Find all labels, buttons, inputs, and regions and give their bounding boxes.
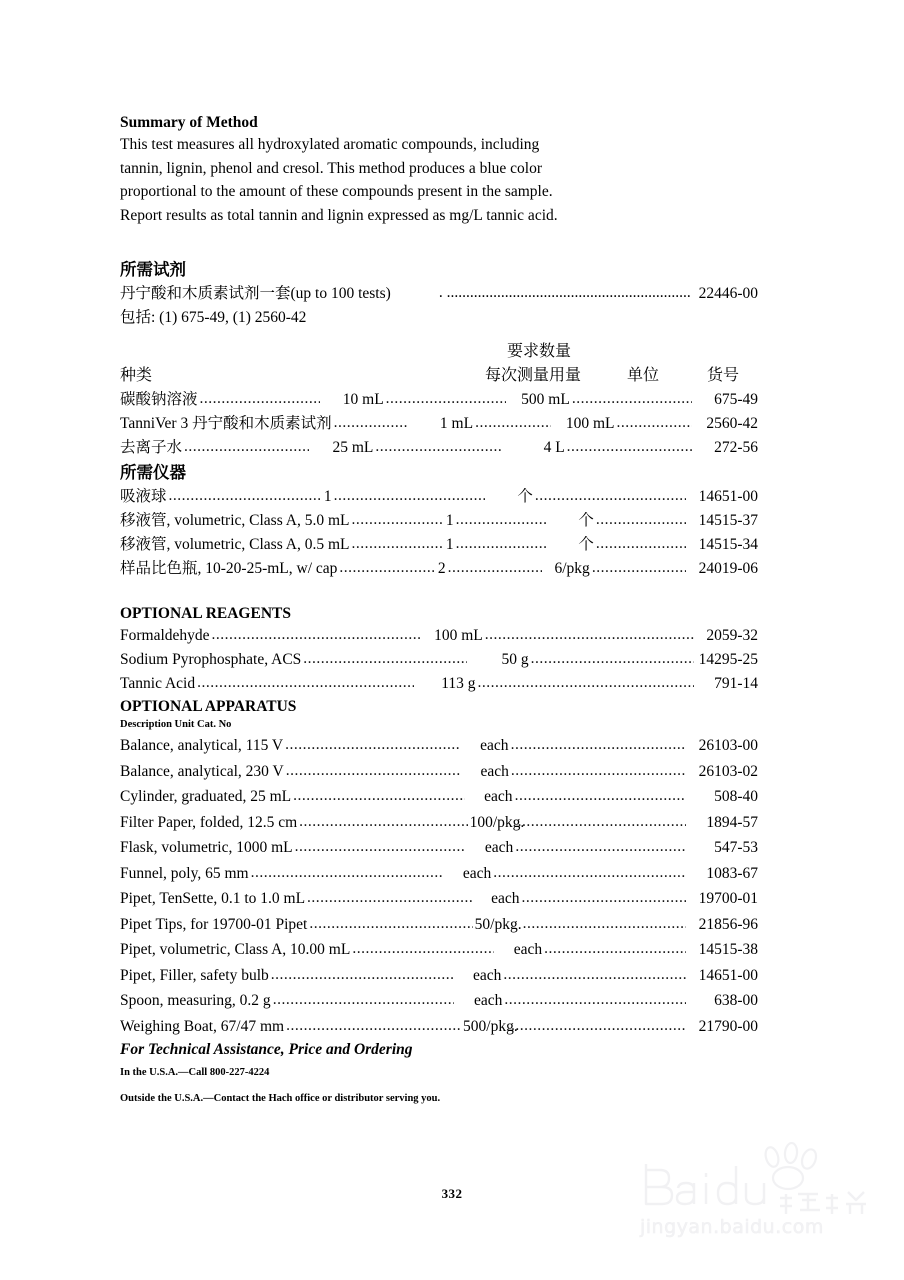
dot-leader	[596, 508, 686, 532]
optional-apparatus-catalog: 21790-00	[698, 1017, 758, 1035]
table-row	[120, 436, 758, 460]
optional-reagent-unit: 100 mL	[434, 627, 483, 644]
table-row	[120, 509, 758, 533]
optional-apparatus-name: Funnel, poly, 65 mm	[120, 864, 249, 882]
optional-apparatus-unit: each	[484, 839, 514, 856]
dot-leader	[339, 556, 433, 580]
dot-leader	[251, 860, 444, 886]
summary-line-3: proportional to the amount of these compounds present in the sample.	[120, 183, 553, 200]
reagent-catalog: 272-56	[714, 439, 758, 456]
column-header-kind: 种类	[120, 365, 153, 384]
dot-leader	[515, 783, 686, 809]
table-row	[120, 784, 758, 810]
optional-reagent-catalog: 2059-32	[706, 627, 758, 644]
reagent-kit-name: 丹宁酸和木质素试剂一套(up to 100 tests)	[120, 285, 391, 302]
apparatus-qty: 1	[445, 536, 454, 553]
dot-leader	[523, 911, 686, 937]
table-row	[120, 388, 758, 412]
dot-leader	[351, 532, 441, 556]
dot-leader	[386, 387, 506, 411]
optional-apparatus-unit: each	[491, 890, 520, 907]
dot-leader	[286, 758, 461, 784]
dot-leader	[456, 532, 546, 556]
required-reagents-heading: 所需试剂	[120, 260, 186, 279]
optional-apparatus-unit: each	[473, 992, 503, 1009]
dot-leader	[592, 556, 686, 580]
dot-leader	[503, 962, 686, 988]
reagent-kit-row	[120, 282, 758, 306]
apparatus-qty: 1	[323, 488, 332, 505]
dot-leader	[375, 435, 500, 459]
dot-leader	[511, 732, 686, 758]
optional-reagent-name: Formaldehyde	[120, 627, 210, 644]
apparatus-name: 移液管, volumetric, Class A, 0.5 mL	[120, 536, 350, 553]
apparatus-name: 移液管, volumetric, Class A, 5.0 mL	[120, 512, 350, 529]
optional-apparatus-unit: each	[462, 864, 492, 882]
optional-apparatus-name: Pipet, volumetric, Class A, 10.00 mL	[120, 941, 351, 958]
reagent-kit-catalog: 22446-00	[698, 285, 758, 302]
optional-apparatus-name: Pipet, Filler, safety bulb	[120, 966, 269, 984]
reagent-catalog: 2560-42	[706, 415, 758, 432]
optional-apparatus-column-caption: Description Unit Cat. No	[120, 719, 232, 730]
column-header-catalog: 货号	[706, 365, 739, 384]
reagent-name: TanniVer 3 丹宁酸和木质素试剂	[120, 415, 332, 432]
dot-leader	[518, 809, 686, 835]
optional-apparatus-unit: each	[472, 966, 502, 984]
optional-reagent-name: Sodium Pyrophosphate, ACS	[120, 651, 302, 668]
table-row	[120, 733, 758, 759]
reagent-unit: 500 mL	[521, 391, 570, 408]
dot-leader	[485, 623, 694, 647]
optional-reagents-heading: OPTIONAL REAGENTS	[120, 605, 291, 622]
optional-apparatus-catalog: 26103-02	[698, 762, 758, 780]
apparatus-unit: 个	[578, 536, 594, 553]
table-row	[120, 861, 758, 887]
optional-reagent-unit: 113 g	[441, 675, 476, 692]
dot-leader	[212, 623, 421, 647]
optional-apparatus-catalog: 638-00	[714, 992, 758, 1009]
dot-leader	[197, 671, 413, 695]
reagent-kit-includes: 包括: (1) 675-49, (1) 2560-42	[120, 309, 307, 326]
apparatus-catalog: 14515-37	[698, 512, 758, 529]
table-row	[120, 485, 758, 509]
optional-apparatus-catalog: 14651-00	[698, 966, 758, 984]
dot-leader	[511, 1013, 686, 1039]
dot-leader	[184, 435, 309, 459]
dot-leader	[273, 987, 455, 1013]
dot-leader	[309, 911, 472, 937]
dot-leader	[334, 484, 485, 508]
apparatus-name: 样品比色瓶, 10-20-25-mL, w/ cap	[120, 560, 338, 577]
column-header-unit: 单位	[626, 365, 659, 384]
reagent-qty: 10 mL	[342, 391, 384, 408]
dot-leader	[544, 936, 686, 962]
apparatus-unit: 个	[578, 512, 594, 529]
optional-apparatus-catalog: 1083-67	[706, 864, 758, 882]
reagent-table-header	[120, 340, 758, 388]
table-row	[120, 835, 758, 861]
table-row	[120, 672, 758, 696]
optional-apparatus-name: Balance, analytical, 230 V	[120, 762, 284, 780]
required-reagents-table	[120, 388, 758, 460]
optional-apparatus-name: Pipet Tips, for 19700-01 Pipet	[120, 915, 308, 933]
apparatus-unit: 6/pkg	[554, 560, 590, 577]
optional-apparatus-unit: each	[484, 788, 513, 805]
dot-leader	[475, 411, 550, 435]
dot-leader	[271, 962, 454, 988]
dot-leader	[303, 647, 466, 671]
dot-leader	[515, 834, 686, 860]
technical-assistance-outside-usa: Outside the U.S.A.—Contact the Hach office or distributor serving you.	[120, 1093, 441, 1104]
dot-leader	[531, 647, 694, 671]
reagent-table-column-headers	[120, 362, 758, 388]
dot-leader	[504, 987, 686, 1013]
optional-apparatus-unit: 50/pkg.	[474, 915, 522, 933]
dot-leader	[352, 936, 494, 962]
table-row	[120, 557, 758, 581]
dot-leader	[351, 508, 441, 532]
spacer	[120, 227, 758, 257]
dot-leader	[295, 834, 466, 860]
optional-reagent-unit: 50 g	[501, 651, 529, 668]
dot-leader	[334, 411, 409, 435]
reagent-qty: 1 mL	[439, 415, 474, 432]
optional-reagent-name: Tannic Acid	[120, 675, 196, 692]
table-row	[120, 886, 758, 912]
table-row	[120, 648, 758, 672]
optional-apparatus-name: Spoon, measuring, 0.2 g	[120, 992, 271, 1009]
summary-line-2: tannin, lignin, phenol and cresol. This method produces a blue color	[120, 159, 542, 177]
apparatus-catalog: 14515-34	[698, 536, 758, 553]
dot-leader	[299, 809, 467, 835]
spacer	[120, 330, 758, 340]
optional-apparatus-catalog: 14515-38	[698, 941, 758, 958]
optional-apparatus-unit: each	[480, 762, 509, 780]
page-content	[120, 112, 758, 1107]
summary-of-method-heading: Summary of Method	[120, 114, 258, 131]
optional-apparatus-name: Flask, volumetric, 1000 mL	[120, 839, 293, 856]
dot-leader	[285, 732, 460, 758]
reagent-unit: 4 L	[543, 439, 565, 456]
table-row	[120, 624, 758, 648]
optional-apparatus-catalog: 26103-00	[698, 737, 758, 754]
dot-leader	[169, 484, 320, 508]
optional-apparatus-catalog: 508-40	[714, 788, 758, 805]
apparatus-catalog: 24019-06	[698, 560, 759, 577]
reagent-name: 去离子水	[120, 439, 183, 456]
reagent-unit: 100 mL	[565, 415, 615, 432]
dot-leader	[439, 281, 690, 305]
dot-leader	[511, 758, 686, 784]
optional-apparatus-catalog: 19700-01	[698, 890, 758, 907]
dot-leader	[596, 532, 686, 556]
dot-leader	[286, 1013, 461, 1039]
dot-leader	[478, 671, 694, 695]
optional-apparatus-catalog: 547-53	[714, 839, 758, 856]
baidu-logo-icon	[636, 1142, 886, 1222]
reagent-catalog: 675-49	[714, 391, 758, 408]
table-row	[120, 963, 758, 989]
optional-apparatus-unit: each	[513, 941, 543, 958]
technical-assistance-usa: In the U.S.A.—Call 800-227-4224	[120, 1067, 270, 1078]
apparatus-unit: 个	[517, 488, 533, 505]
required-apparatus-table	[120, 485, 758, 581]
optional-reagent-catalog: 791-14	[714, 675, 758, 692]
optional-apparatus-name: Cylinder, graduated, 25 mL	[120, 788, 292, 805]
table-row	[120, 810, 758, 836]
optional-apparatus-name: Weighing Boat, 67/47 mm	[120, 1017, 285, 1035]
reagent-qty: 25 mL	[332, 439, 374, 456]
optional-apparatus-name: Filter Paper, folded, 12.5 cm	[120, 813, 298, 831]
dot-leader	[200, 387, 320, 411]
dot-leader	[572, 387, 692, 411]
apparatus-qty: 1	[445, 512, 454, 529]
optional-apparatus-name: Balance, analytical, 115 V	[120, 737, 284, 754]
required-quantity-caption: 要求数量	[506, 341, 571, 360]
dot-leader	[307, 885, 471, 911]
required-apparatus-heading: 所需仪器	[120, 463, 186, 482]
optional-apparatus-catalog: 1894-57	[706, 813, 758, 831]
table-row	[120, 1014, 758, 1040]
table-row	[120, 533, 758, 557]
watermark-url: jingyan.baidu.com	[640, 1216, 824, 1238]
optional-apparatus-heading: OPTIONAL APPARATUS	[120, 698, 297, 715]
optional-apparatus-unit: each	[480, 737, 509, 754]
table-row	[120, 412, 758, 436]
optional-reagent-catalog: 14295-25	[698, 651, 758, 668]
dot-leader	[535, 484, 686, 508]
optional-reagents-table	[120, 624, 758, 696]
apparatus-name: 吸液球	[120, 488, 167, 505]
dot-leader	[293, 783, 464, 809]
spacer	[120, 581, 758, 603]
table-row	[120, 937, 758, 963]
optional-apparatus-unit: 100/pkg.	[469, 813, 525, 831]
page-number: 332	[441, 1186, 463, 1201]
table-row	[120, 988, 758, 1014]
summary-line-1: This test measures all hydroxylated aromatic compounds, including	[120, 136, 540, 153]
optional-apparatus-unit: 500/pkg.	[463, 1017, 518, 1035]
technical-assistance-heading: For Technical Assistance, Price and Ordering	[120, 1041, 413, 1058]
dot-leader	[617, 411, 692, 435]
column-header-amount: 每次测量用量	[484, 365, 581, 384]
dot-leader	[522, 885, 686, 911]
apparatus-qty: 2	[437, 560, 446, 577]
dot-leader	[456, 508, 546, 532]
summary-line-4: Report results as total tannin and lignin expressed as mg/L tannic acid.	[120, 206, 558, 224]
apparatus-catalog: 14651-00	[698, 488, 758, 505]
dot-leader	[567, 435, 692, 459]
reagent-name: 碳酸钠溶液	[120, 391, 198, 408]
optional-apparatus-table	[120, 733, 758, 1039]
table-row	[120, 912, 758, 938]
table-row	[120, 759, 758, 785]
optional-apparatus-catalog: 21856-96	[698, 915, 758, 933]
dot-leader	[448, 556, 542, 580]
dot-leader	[493, 860, 686, 886]
optional-apparatus-name: Pipet, TenSette, 0.1 to 1.0 mL	[120, 890, 306, 907]
